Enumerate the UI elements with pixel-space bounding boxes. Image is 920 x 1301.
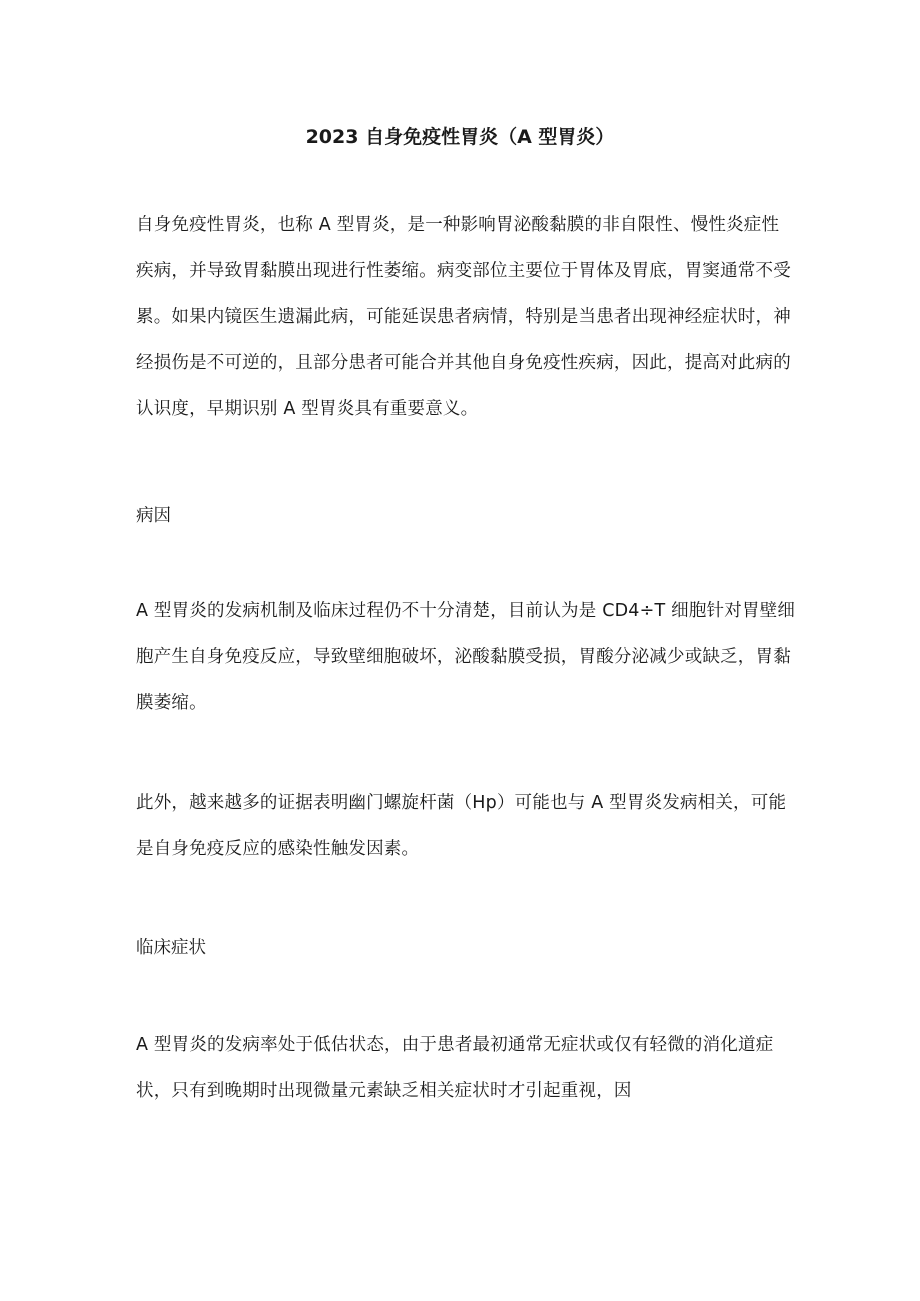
section-heading-cause: 病因 bbox=[136, 506, 171, 526]
intro-paragraph: 自身免疫性胃炎，也称 A 型胃炎，是一种影响胃泌酸黏膜的非自限性、慢性炎症性疾病，并导致胃黏膜出现进行性萎缩。病变部位主要位于胃体及胃底，胃窦通常不受累。如果内镜医生遗漏此病，可能延误患者病情，特别是当患者出现神经症状时，神经损伤是不可逆的，且部分患者可能合并其他自身免疫性疾病，因此，提高对此病的认识度，早期识别 A 型胃炎具有重要意义。 bbox=[136, 215, 791, 419]
cause-paragraph-1: A 型胃炎的发病机制及临床过程仍不十分清楚，目前认为是 CD4÷T 细胞针对胃壁细胞产生自身免疫反应，导致壁细胞破坏，泌酸黏膜受损，胃酸分泌减少或缺乏，胃黏膜萎缩。 bbox=[136, 601, 796, 713]
clinical-symptoms-paragraph-1: A 型胃炎的发病率处于低估状态，由于患者最初通常无症状或仅有轻微的消化道症状，只有到晚期时出现微量元素缺乏相关症状时才引起重视，因 bbox=[136, 1035, 774, 1101]
section-heading-clinical-symptoms: 临床症状 bbox=[136, 938, 206, 958]
document-title: 2023 自身免疫性胃炎（A 型胃炎） bbox=[305, 126, 615, 148]
cause-paragraph-2: 此外，越来越多的证据表明幽门螺旋杆菌（Hp）可能也与 A 型胃炎发病相关，可能是自身免疫反应的感染性触发因素。 bbox=[136, 793, 787, 859]
